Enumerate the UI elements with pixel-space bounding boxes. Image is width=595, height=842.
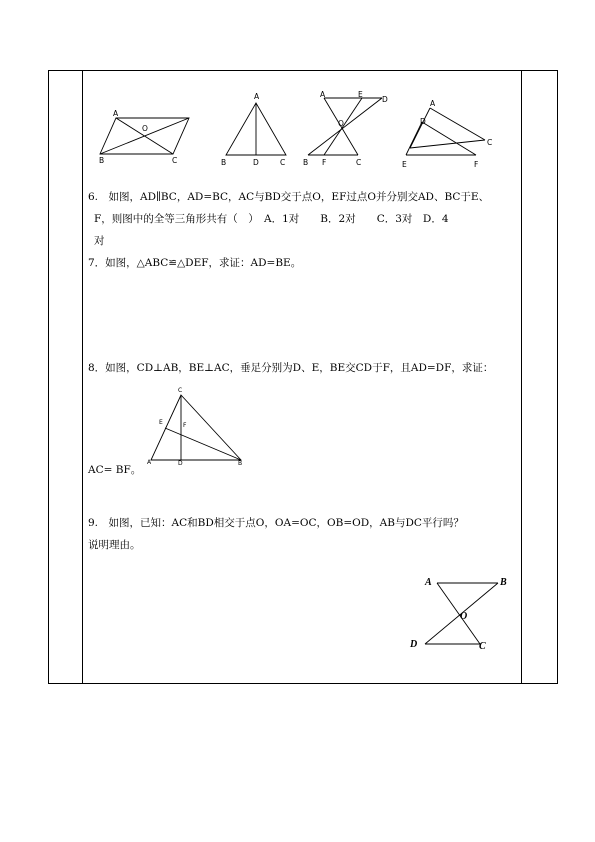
fig2-label-a: A (254, 92, 260, 101)
fig3-label-e: E (358, 90, 363, 99)
fig4-label-d: D (420, 117, 426, 126)
fig4-label-c: C (487, 138, 493, 147)
fig2-label-c: C (280, 158, 286, 167)
q8-line1: 8．如图，CD⊥AB，BE⊥AC，垂足分别为D、E，BE交CD于F，且AD=DF，求证： (88, 362, 494, 374)
right-column-divider (521, 70, 522, 684)
fig8-label-b: B (238, 460, 243, 467)
fig4-label-e: E (402, 160, 407, 169)
q9-line1: 9. 如图，已知：AC和BD相交于点O，OA=OC，OB=OD，AB与DC平行吗？ (88, 517, 464, 529)
fig9-label-o: O (460, 611, 468, 622)
left-column-divider (82, 70, 83, 684)
fig3-label-f: F (322, 158, 327, 167)
fig1-label-o: O (142, 124, 148, 133)
figure-bowtie (300, 95, 390, 160)
fig8-label-e: E (159, 419, 163, 426)
fig8-label-c: C (178, 387, 183, 394)
figure-right-triangle (148, 390, 248, 465)
fig8-label-a: A (147, 459, 152, 466)
fig1-label-a: A (113, 109, 119, 118)
fig3-label-a: A (320, 90, 326, 99)
fig8-label-d: D (178, 460, 183, 467)
fig1-label-c: C (172, 156, 178, 165)
q6-line3: 对 (94, 235, 105, 247)
fig3-label-b: B (303, 158, 309, 167)
fig9-label-b: B (500, 577, 507, 588)
fig1-label-b: B (99, 156, 105, 165)
figure-overlapping-triangles (400, 100, 500, 165)
fig3-label-o: O (338, 119, 344, 128)
fig4-label-a: A (430, 99, 436, 108)
fig9-label-a: A (425, 577, 432, 588)
q6-line1: 6. 如图，AD∥BC，AD=BC，AC与BD交于点O，EF过点O并分别交AD、BC于E、 (88, 191, 490, 203)
q9-line2: 说明理由。 (88, 539, 141, 551)
fig3-label-d: D (382, 95, 388, 104)
fig2-label-b: B (221, 158, 227, 167)
fig8-label-f: F (183, 422, 187, 429)
figure-isosceles-triangle (220, 100, 290, 160)
q6-line2: F，则图中的全等三角形共有（ ） A．1对 B．2对 C．3对 D．4 (94, 213, 449, 225)
q7-line1: 7．如图，△ABC≌△DEF，求证：AD=BE。 (88, 257, 302, 269)
fig9-label-d: D (410, 639, 418, 650)
fig3-label-c: C (356, 158, 362, 167)
fig9-label-c: C (479, 641, 486, 652)
q8-line2: AC= BF。 (88, 464, 142, 476)
fig4-label-f: F (474, 160, 479, 169)
fig2-label-d: D (253, 158, 259, 167)
